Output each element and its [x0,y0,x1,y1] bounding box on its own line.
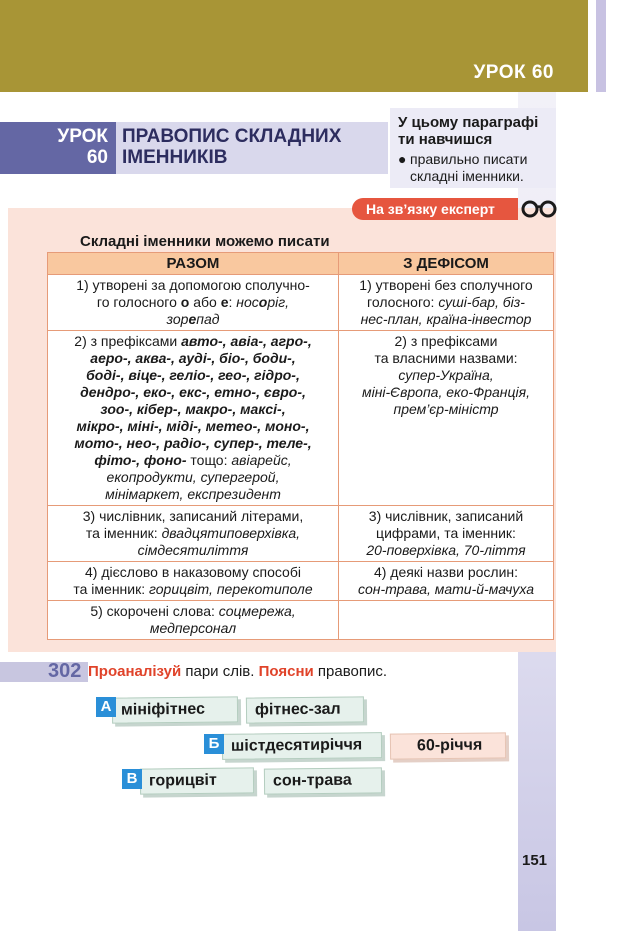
table-row [48,275,554,331]
cell-example: е [188,311,197,327]
cell-together-1 [48,275,339,331]
goals-title-line1: У цьому параграфі [398,114,539,131]
header-hyphen: З ДЕФІСОМ [339,253,554,275]
word-card: сон-трава [264,767,382,794]
cell-together-3 [48,506,339,562]
word-card: 60-річчя [390,732,506,759]
expert-link[interactable]: На зв’язку експерт [352,198,518,220]
cell-example: нес-план, країна-інвестор [360,311,532,327]
cell-example: 20-поверхівка, 70-ліття [366,542,526,558]
glasses-icon [520,200,558,218]
cell-example: о [258,294,268,310]
cell-text: : [228,294,237,310]
lesson-title-line1: ПРАВОПИС СКЛАДНИХ [122,126,342,147]
cell-example: сон-трава, мати-й-мачуха [357,581,535,597]
cell-example: авіарейс, [231,452,292,468]
lesson-badge [0,122,116,174]
cell-example: нос [236,294,259,310]
cell-hyphen-2 [339,331,554,506]
exercise-instruction [88,663,387,680]
instruction-verb-analyze: Проаналізуй [88,663,182,680]
cell-example: прем’єр-міністр [393,401,499,417]
goals-box [390,108,556,188]
cell-together-4 [48,562,339,601]
cell-prefixes: аеро-, аква-, ауді-, біо-, боди-, [90,350,296,366]
lesson-title-line2: ІМЕННИКІВ [122,147,228,168]
table-header-row [48,253,554,275]
exercise-number: 302 [48,660,82,682]
cell-text: о [180,294,190,310]
cell-example: медперсонал [149,620,237,636]
word-card: шістдесятиріччя [222,732,382,760]
cell-text: е [220,294,229,310]
goals-item-line2: складні іменники. [410,168,524,184]
cell-hyphen-5 [339,601,554,640]
cell-text: та власними назвами: [374,350,518,366]
running-head: УРОК 60 [473,62,554,83]
pair-letter-v: В [122,769,142,789]
cell-text: або [189,294,221,310]
cell-text: 4) дієслово в наказовому способі [85,564,301,580]
header-strip [596,0,606,92]
cell-together-5 [48,601,339,640]
cell-prefixes: фіто-, фоно- [94,452,187,468]
cell-prefixes: мото-, нео-, радіо-, супер-, теле-, [74,435,312,451]
cell-example: ріг, [267,294,290,310]
cell-example: пад [196,311,220,327]
cell-together-2 [48,331,339,506]
cell-text: 2) з префіксами [394,333,498,349]
cell-text: го голосного [96,294,181,310]
cell-example: екопродукти, супергерой, [106,469,280,485]
cell-text: 1) утворені без сполучного [359,277,533,293]
table-row [48,601,554,640]
cell-text: та іменник: [73,581,150,597]
cell-example: двадцятиповерхівка, [161,525,301,541]
cell-text: 2) з префіксами [74,333,182,349]
word-card: мініфітнес [112,696,238,723]
cell-example: міні-Європа, еко-Франція, [362,384,530,400]
table-row [48,506,554,562]
cell-prefixes: зоо-, кібер-, макро-, максі-, [100,401,286,417]
lesson-title-box [116,122,388,174]
cell-hyphen-3 [339,506,554,562]
word-card: фітнес-зал [246,696,364,723]
rules-table [47,252,554,640]
instruction-text: пари слів. [181,663,259,680]
cell-example: зор [166,311,189,327]
word-card: горицвіт [140,767,254,794]
table-caption: Складні іменники можемо писати [80,233,330,250]
cell-hyphen-4 [339,562,554,601]
cell-prefixes: авто-, авіа-, агро-, [181,333,312,349]
instruction-verb-explain: Поясни [258,663,314,680]
cell-example: суші-бар, біз- [438,294,525,310]
cell-example: супер-Україна, [398,367,494,383]
lesson-badge-word: УРОК [57,126,108,147]
cell-text: та іменник: [85,525,162,541]
goals-title-line2: ти навчишся [398,131,493,148]
header-together: РАЗОМ [48,253,339,275]
cell-text: 3) числівник, записаний літерами, [82,508,304,524]
pair-letter-a: А [96,697,116,717]
lesson-badge-number: 60 [86,147,108,168]
cell-prefixes: мікро-, міні-, міді-, метео-, моно-, [76,418,310,434]
goals-item-text [410,151,527,185]
goals-item-line1: правильно писати [410,151,528,167]
cell-text: цифрами, та іменник: [376,525,516,541]
table-row [48,331,554,506]
cell-prefixes: дендро-, еко-, екс-, етно-, євро-, [80,384,306,400]
cell-example: сімдесятиліття [137,542,249,558]
pair-letter-b: Б [204,734,224,754]
cell-example: соцмережа, [218,603,296,619]
cell-text: тощо: [186,452,232,468]
cell-text: 5) скорочені слова: [90,603,219,619]
page-number: 151 [522,852,548,869]
instruction-text: правопис. [313,663,388,680]
table-row [48,562,554,601]
cell-text: 1) утворені за допомогою сполучно- [76,277,310,293]
cell-text: 4) деякі назви рослин: [373,564,519,580]
cell-hyphen-1 [339,275,554,331]
cell-example: горицвіт, перекотиполе [149,581,313,597]
cell-text: голосного: [367,294,439,310]
cell-prefixes: боді-, віце-, геліо-, гео-, гідро-, [86,367,300,383]
cell-text: 3) числівник, записаний [368,508,524,524]
goals-item [398,151,548,185]
bullet-icon: ● [398,151,407,167]
cell-example: мінімаркет, експрезидент [105,486,281,502]
